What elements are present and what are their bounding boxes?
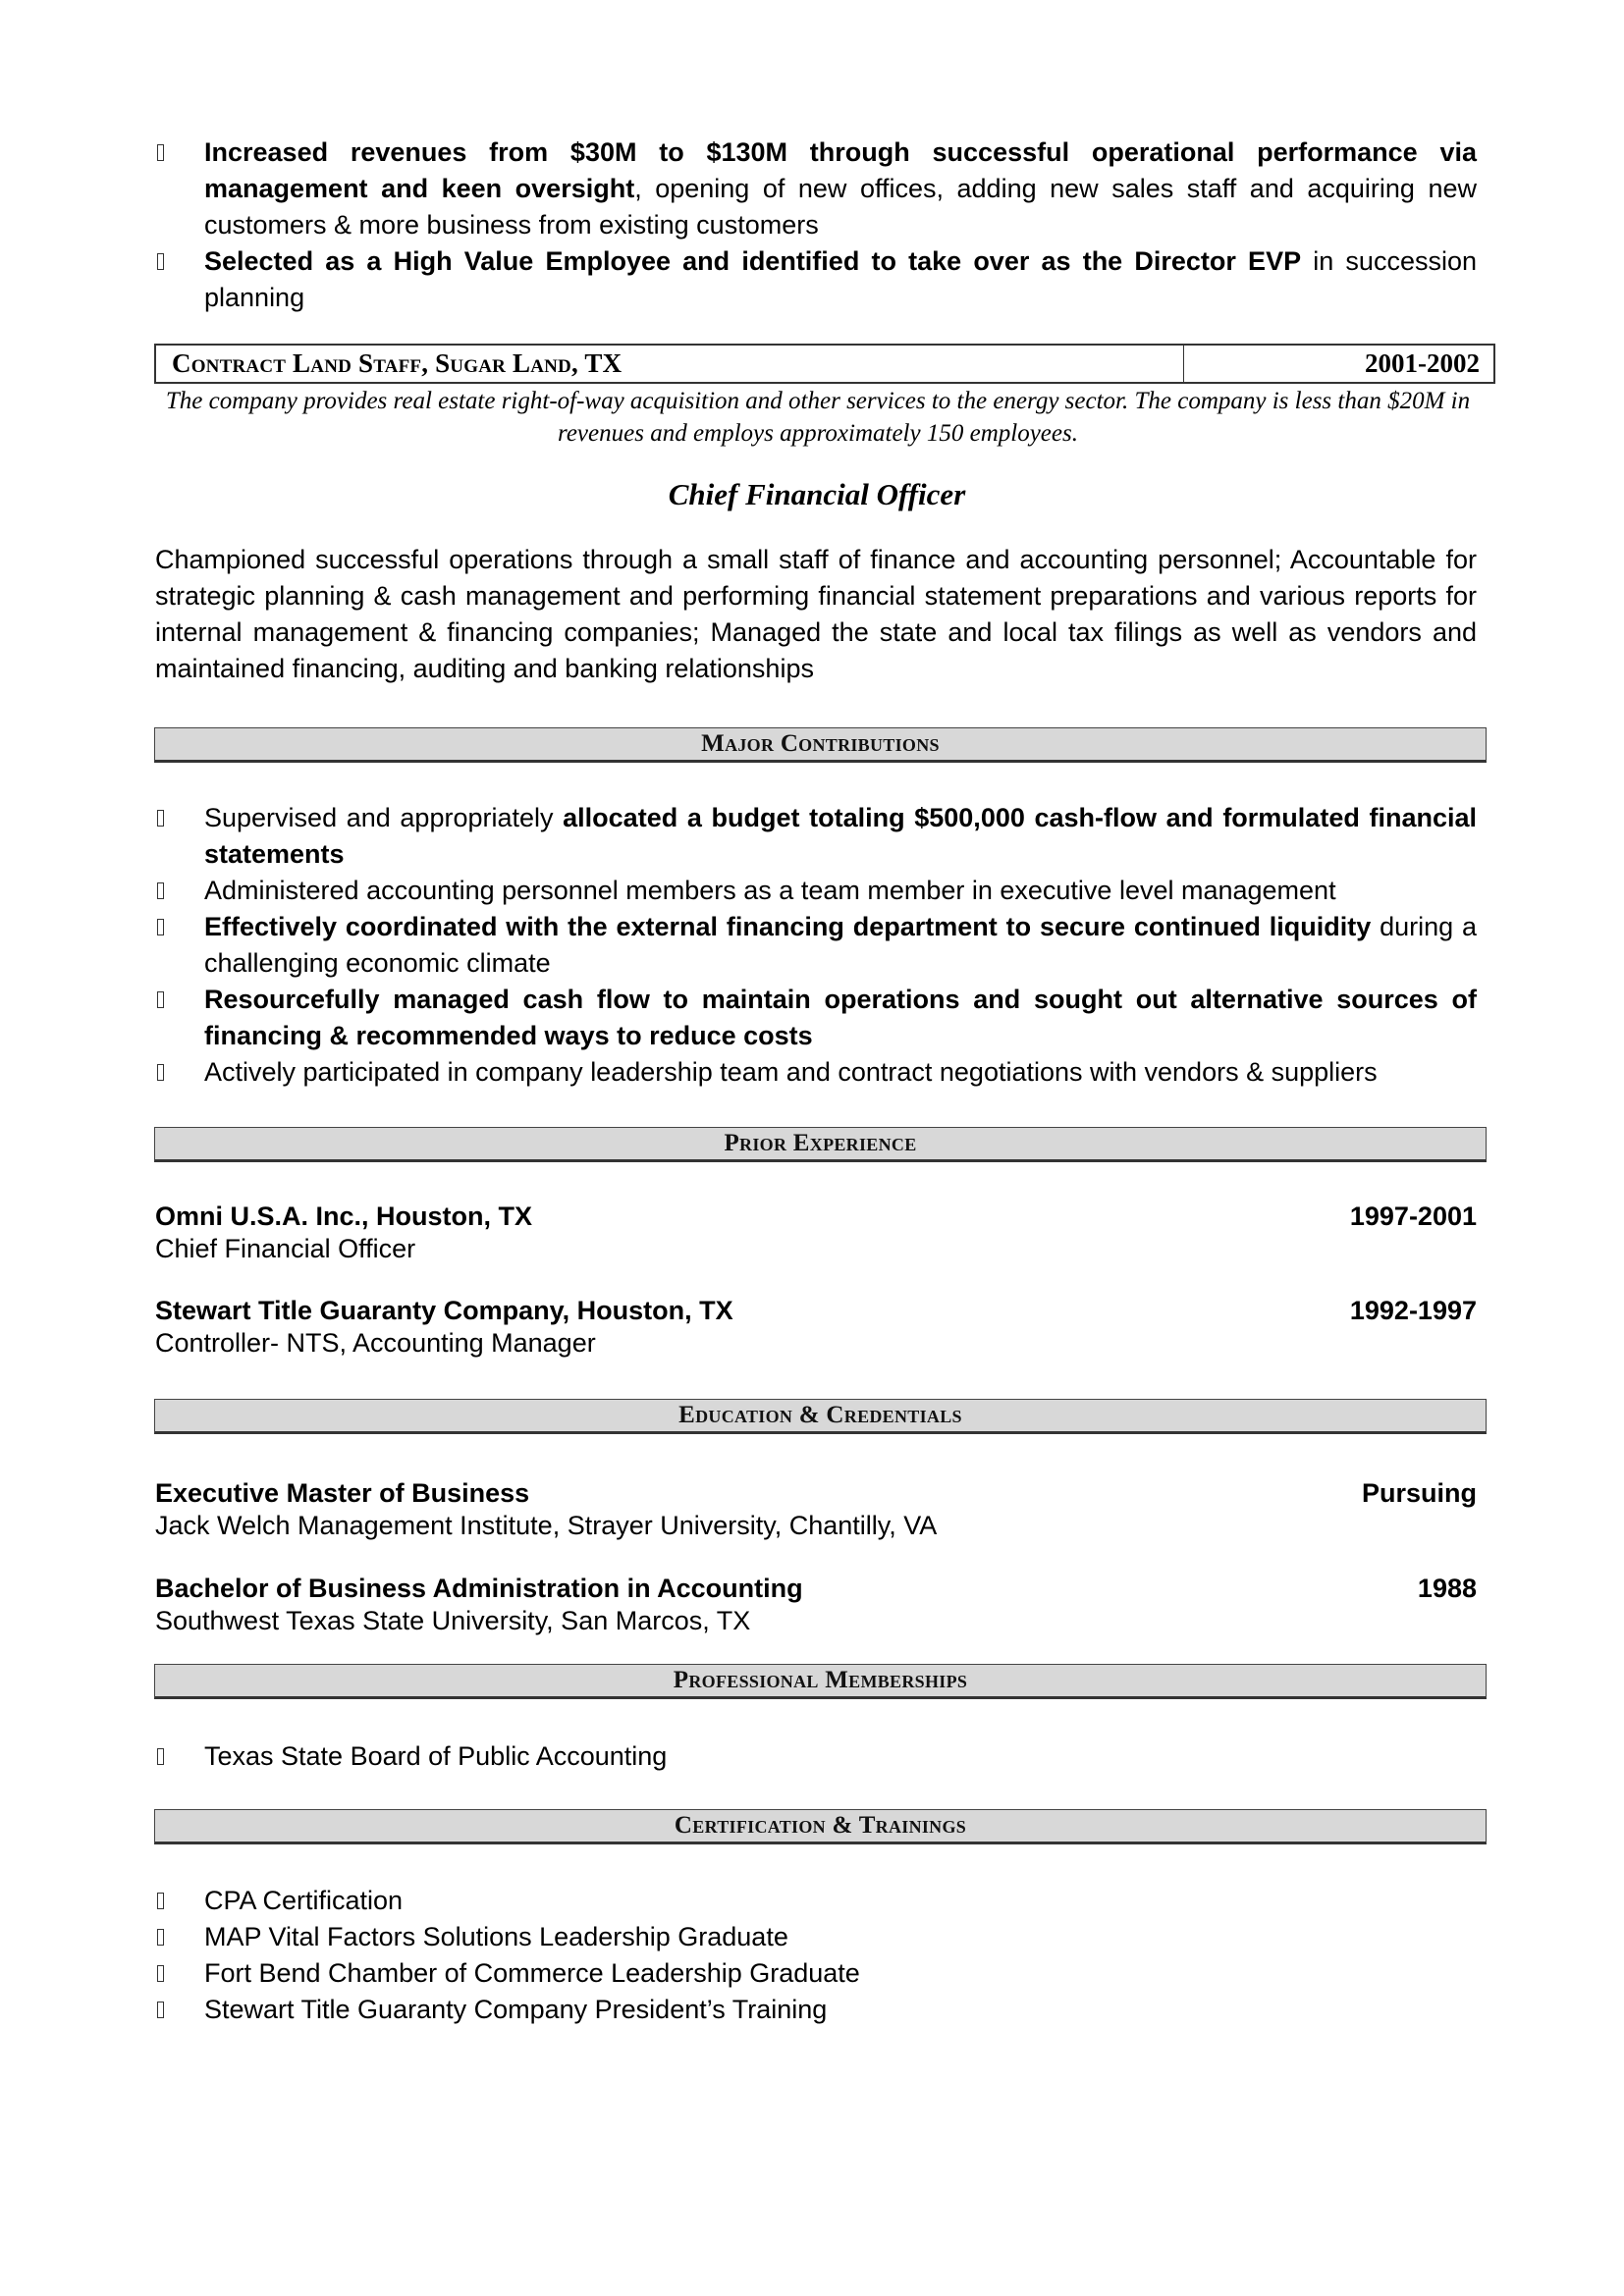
- bullet-icon: [157, 919, 164, 935]
- memberships-list: [155, 1738, 1477, 1775]
- bullet-icon: [157, 1748, 164, 1765]
- bullet-text: in succession planning: [204, 246, 1477, 312]
- job-company: Contract Land Staff, Sugar Land, TX: [172, 348, 623, 378]
- bullet-bold-text: Effectively coordinated with the external financing department to secure continued liquidity: [204, 912, 1372, 941]
- education-entry: [155, 1573, 1477, 1636]
- experience-dates: 1997-2001: [1349, 1201, 1477, 1231]
- list-item: [155, 134, 1477, 243]
- education-status: Pursuing: [1361, 1478, 1477, 1508]
- company-description: The company provides real estate right-of-way acquisition and other services to the energy sector. The company is less than $20M in revenues and employs approximately 150 employees.: [165, 388, 1471, 447]
- experience-company: Omni U.S.A. Inc., Houston, TX: [155, 1201, 533, 1231]
- membership-text: Texas State Board of Public Accounting: [204, 1741, 668, 1771]
- list-item: [155, 1054, 1477, 1091]
- bullet-icon: [157, 1064, 164, 1081]
- bullet-icon: [157, 1929, 164, 1946]
- education-school: Southwest Texas State University, San Marcos, TX: [155, 1606, 751, 1635]
- list-item: [155, 243, 1477, 316]
- certifications-list: [155, 1883, 1477, 2028]
- job-dates: 2001-2002: [1183, 346, 1493, 382]
- job-header-table: [154, 344, 1495, 384]
- section-header-education: Education & Credentials: [154, 1399, 1487, 1434]
- contributions-list: [155, 800, 1477, 1091]
- bullet-icon: [157, 1893, 164, 1909]
- section-header-prior-experience: Prior Experience: [154, 1127, 1487, 1162]
- experience-role: Chief Financial Officer: [155, 1234, 416, 1263]
- list-item: [155, 1919, 1477, 1955]
- experience-company: Stewart Title Guaranty Company, Houston, TX: [155, 1296, 733, 1325]
- section-header-certifications: Certification & Trainings: [154, 1809, 1487, 1844]
- bullet-icon: [157, 1965, 164, 1982]
- experience-entry: [155, 1201, 1477, 1264]
- certification-text: CPA Certification: [204, 1886, 404, 1915]
- list-item: [155, 982, 1477, 1054]
- experience-dates: 1992-1997: [1349, 1296, 1477, 1325]
- education-status: 1988: [1417, 1574, 1477, 1603]
- list-item: [155, 873, 1477, 909]
- bullet-bold-text: Increased revenues from $30M to $130M through successful operational performance via management and keen oversight: [204, 137, 1477, 203]
- bullet-text: Supervised and appropriately: [204, 803, 564, 832]
- bullet-text: , opening of new offices, adding new sales staff and acquiring new customers & more business from existing customers: [204, 174, 1478, 240]
- bullet-icon: [157, 882, 164, 899]
- top-achievements-list: [155, 134, 1477, 316]
- job-title: Chief Financial Officer: [668, 477, 966, 511]
- education-school: Jack Welch Management Institute, Strayer University, Chantilly, VA: [155, 1511, 938, 1540]
- education-entry: [155, 1477, 1477, 1541]
- experience-role: Controller- NTS, Accounting Manager: [155, 1328, 596, 1358]
- education-degree: Executive Master of Business: [155, 1478, 530, 1508]
- bullet-icon: [157, 144, 164, 161]
- list-item: [155, 1955, 1477, 1992]
- certification-text: MAP Vital Factors Solutions Leadership Graduate: [204, 1922, 788, 1951]
- bullet-text: Actively participated in company leadership team and contract negotiations with vendors & suppliers: [204, 1057, 1378, 1087]
- section-header-memberships: Professional Memberships: [154, 1664, 1487, 1699]
- bullet-bold-text: Resourcefully managed cash flow to maintain operations and sought out alternative sources of financing & recommended ways to reduce costs: [204, 985, 1477, 1050]
- bullet-icon: [157, 810, 164, 827]
- experience-entry: [155, 1295, 1477, 1359]
- list-item: [155, 1883, 1477, 1919]
- job-summary: Championed successful operations through a small staff of finance and accounting personnel; Accountable for strategic planning & cash management and performing financial statement preparations and various reports for internal management & financing companies; Managed the state and local tax filings as well as vendors and maintained financing, auditing and banking relationships: [155, 545, 1477, 683]
- list-item: [155, 1738, 1477, 1775]
- list-item: [155, 1992, 1477, 2028]
- bullet-icon: [157, 2002, 164, 2018]
- bullet-text: Administered accounting personnel members as a team member in executive level management: [204, 876, 1336, 905]
- section-header-major-contributions: Major Contributions: [154, 727, 1487, 763]
- bullet-icon: [157, 253, 164, 270]
- education-degree: Bachelor of Business Administration in Accounting: [155, 1574, 803, 1603]
- list-item: [155, 800, 1477, 873]
- bullet-icon: [157, 991, 164, 1008]
- list-item: [155, 909, 1477, 982]
- bullet-bold-text: allocated a budget totaling $500,000 cash-flow and formulated financial statements: [204, 803, 1477, 869]
- certification-text: Fort Bend Chamber of Commerce Leadership Graduate: [204, 1958, 860, 1988]
- bullet-text: during a challenging economic climate: [204, 912, 1477, 978]
- bullet-bold-text: Selected as a High Value Employee and identified to take over as the Director EVP: [204, 246, 1302, 276]
- certification-text: Stewart Title Guaranty Company President’s Training: [204, 1995, 828, 2024]
